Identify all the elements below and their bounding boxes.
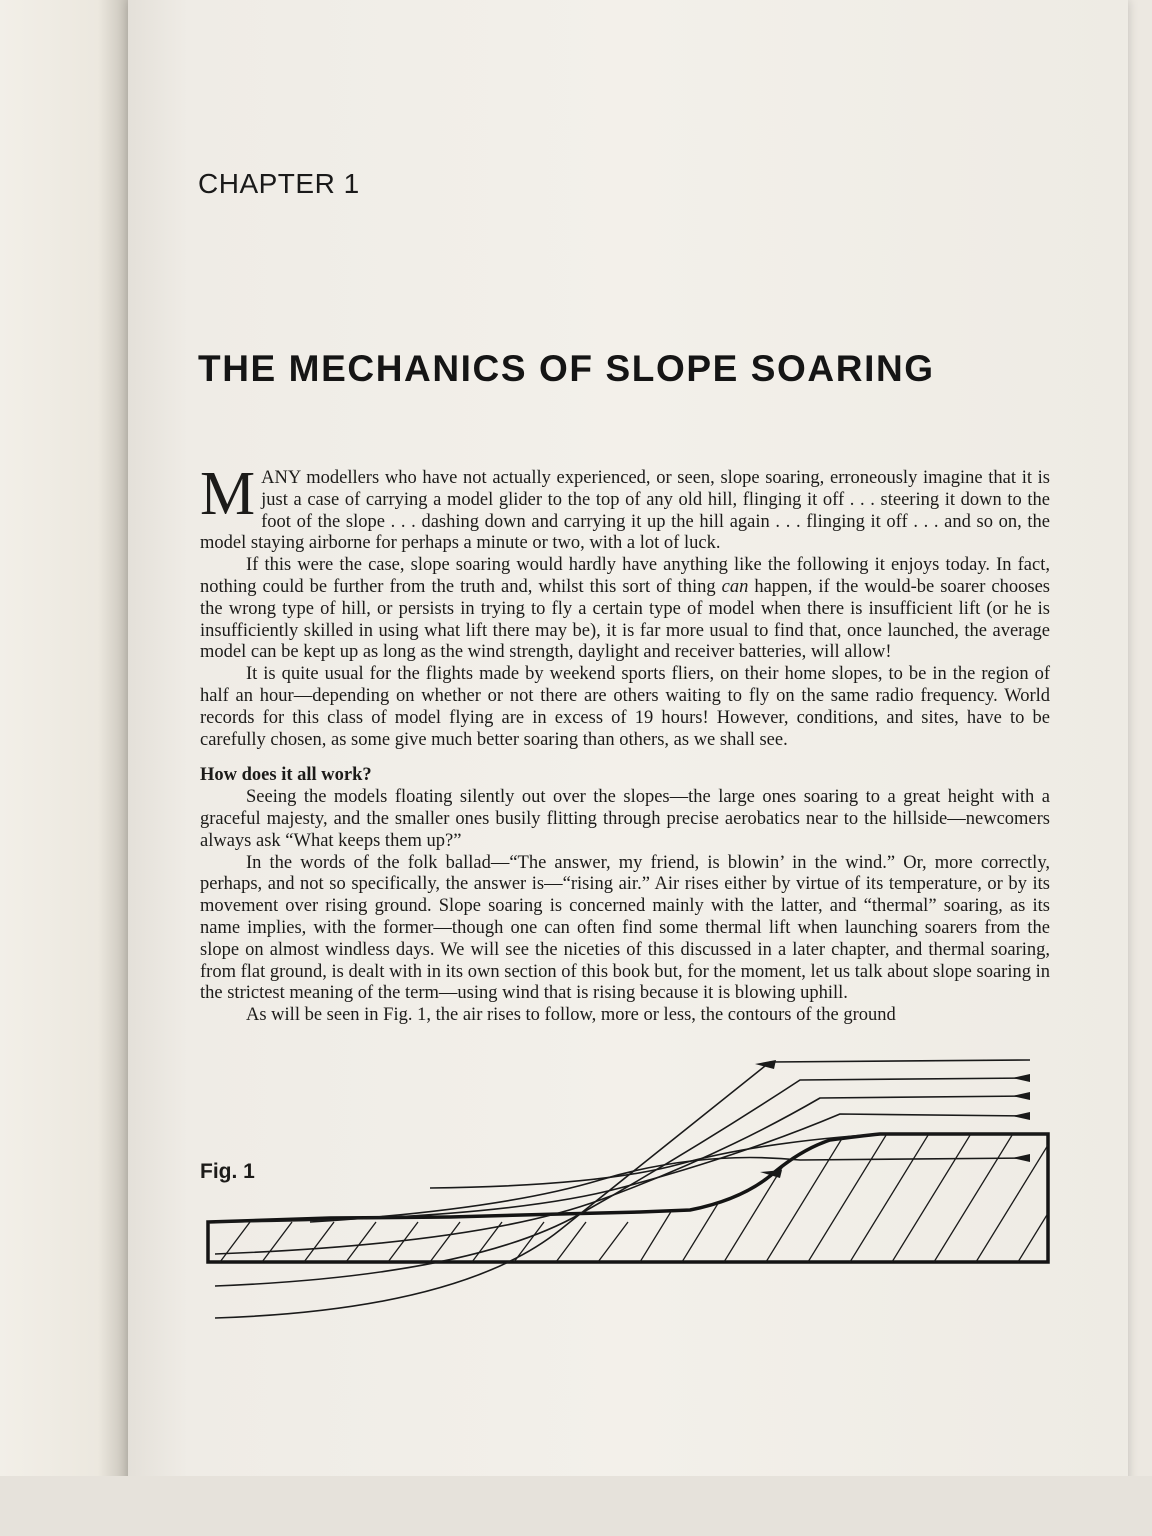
- table-surface: [0, 1476, 1152, 1536]
- chapter-label: CHAPTER 1: [198, 168, 360, 199]
- airflow-line-1: [430, 1134, 1048, 1188]
- paragraph-3: It is quite usual for the flights made by weekend sports fliers, on their home slopes, to be in the region of half an hour—depending on whether or not there are others waiting to fly on the same radio frequency. World records for this class of model flying are in excess of 19 hours! However, conditions, and sites, have to be carefully chosen, as some give much better soaring than others, as we shall see.: [200, 664, 1050, 750]
- paragraph-4: Seeing the models floating silently out over the slopes—the large ones soaring to a great height with a graceful majesty, and the smaller ones busily flitting through precise aerobatics near to the hillside—newcomers always ask “What keeps them up?”: [200, 787, 1050, 851]
- arrowhead-icon: [1012, 1092, 1030, 1100]
- arrowhead-icon: [1012, 1074, 1030, 1082]
- figure-label: Fig. 1: [200, 1160, 255, 1183]
- paragraph-6: As will be seen in Fig. 1, the air rises to follow, more or less, the contours of the ground: [246, 1005, 896, 1026]
- airflow-lines: [215, 1060, 1048, 1318]
- arrowhead-icon: [1012, 1154, 1030, 1162]
- paragraph-1: MANY modellers who have not actually experienced, or seen, slope soaring, erroneously imagine that it is just a case of carrying a model glider to the top of any old hill, flinging it off . . . steering it down to the foot of the slope . . . dashing down and carrying it up the hill again . . . flinging it off . . . and so on, the model staying airborne for perhaps a minute or two, with a lot of luck.: [200, 460, 1050, 554]
- paragraph-2: If this were the case, slope soaring would hardly have anything like the following it enjoys today. In fact, nothing could be further from the truth and, whilst this sort of thing can happen, if the would-be soarer chooses the wrong type of hill, or persists in trying to fly a certain type of model when there is insufficient lift (or he is insufficiently skilled in using what lift there may be), it is far more usual to find that, once launched, the average model can be kept up as long as the wind strength, daylight and receiver batteries, will allow!: [200, 555, 1050, 663]
- ground-profile: [208, 1134, 1048, 1262]
- chapter-title: THE MECHANICS OF SLOPE SOARING: [198, 348, 935, 389]
- paragraph-5: In the words of the folk ballad—“The answer, my friend, is blowin’ in the wind.” Or, more correctly, perhaps, and not so specifically, the answer is—“rising air.” Air rises either by virtue of its temperature, or by its movement over rising ground. Slope soaring is concerned mainly with the latter, and “thermal” soaring, as its name implies, with the former—though one can often find some thermal lift when launching soarers from the slope on almost windless days. We will see the niceties of this discussed in a later chapter, and thermal soaring, from flat ground, is dealt with in its own section of this book but, for the moment, let us talk about slope soaring in the strictest meaning of the term—using wind that is rising because it is blowing uphill.: [200, 852, 1050, 1004]
- arrowhead-icon: [1012, 1112, 1030, 1120]
- airflow-line-4: [215, 1078, 1030, 1286]
- section-heading: How does it all work?: [200, 765, 372, 786]
- arrowhead-icon: [755, 1060, 776, 1069]
- drop-cap: M: [200, 460, 256, 528]
